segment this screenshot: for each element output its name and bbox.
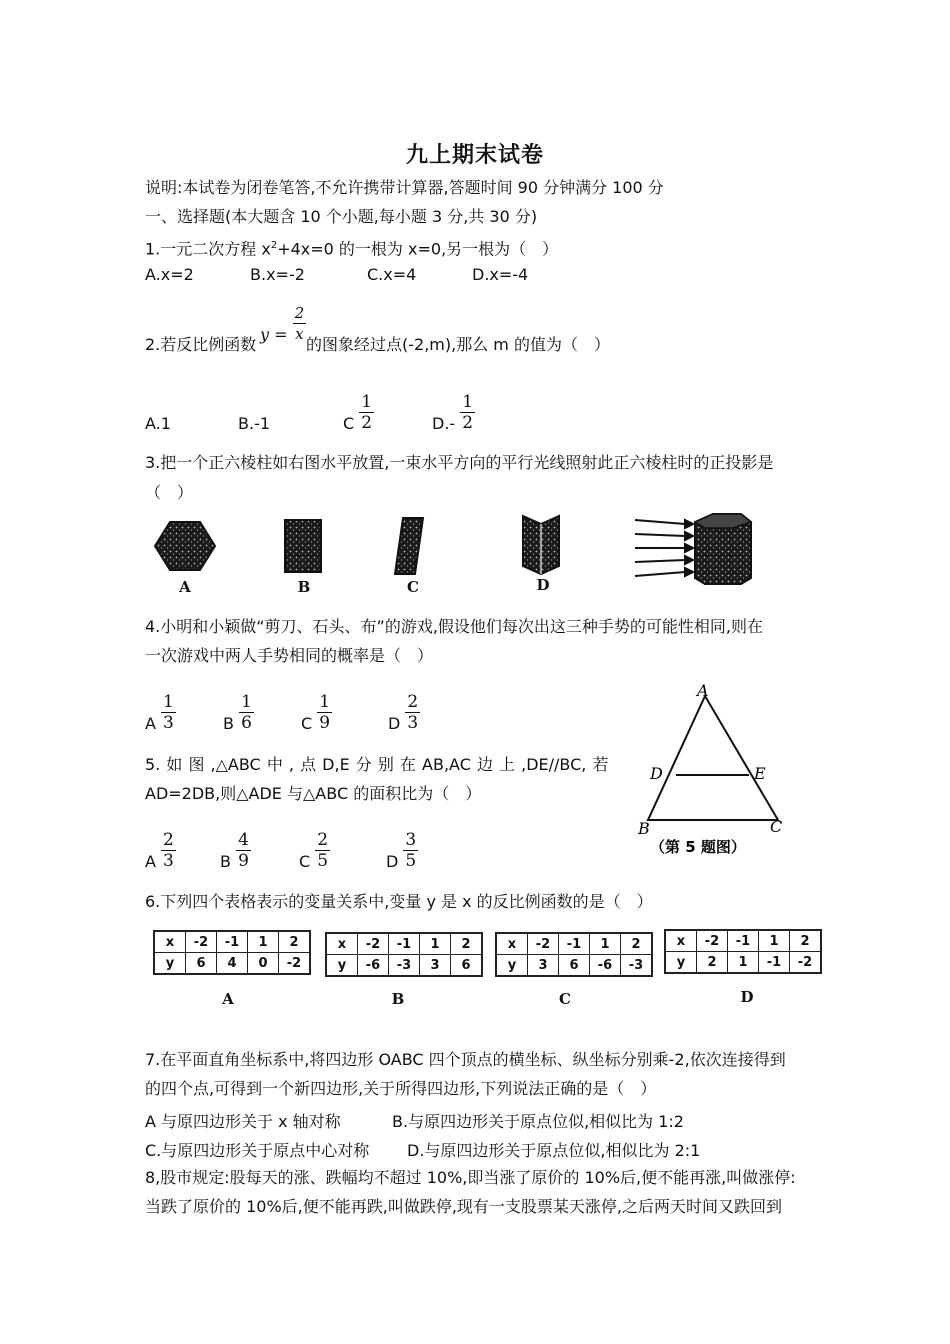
table-cell: y bbox=[154, 953, 186, 975]
q2-func-num: 2 bbox=[294, 304, 305, 322]
table-cell: 3 bbox=[420, 955, 451, 977]
q5-option-b[interactable] bbox=[220, 822, 251, 871]
q1-exponent: 2 bbox=[270, 240, 278, 251]
q7-option-c[interactable]: C.与原四边形关于原点中心对称 bbox=[145, 1141, 370, 1160]
table-cell: -3 bbox=[389, 955, 420, 977]
table-cell: 2 bbox=[451, 933, 483, 955]
q4-option-a[interactable] bbox=[145, 684, 176, 733]
vertex-e-label: E bbox=[754, 764, 766, 783]
q3-shape-b-rectangle bbox=[285, 520, 321, 572]
table-cell: -3 bbox=[621, 955, 653, 977]
q2-option-b[interactable]: B.-1 bbox=[238, 414, 271, 433]
q5-option-c[interactable] bbox=[299, 822, 330, 871]
frac-num: 1 bbox=[462, 392, 474, 412]
frac-num: 1 bbox=[163, 692, 174, 712]
q4-option-d-label: D bbox=[388, 714, 401, 733]
table-cell: 1 bbox=[590, 933, 621, 955]
q5-option-a-label: A bbox=[145, 852, 156, 871]
table-cell: y bbox=[665, 952, 697, 974]
q4-option-c-label: C bbox=[301, 714, 313, 733]
frac-num: 1 bbox=[241, 692, 252, 712]
q5-option-b-label: B bbox=[220, 852, 231, 871]
q3-caption-b: B bbox=[297, 578, 311, 596]
q2-option-c-label: C bbox=[343, 414, 355, 433]
table-cell: x bbox=[496, 933, 528, 955]
q6-label-b: B bbox=[391, 990, 405, 1008]
question-5-line2: AD=2DB,则△ADE 与△ABC 的面积比为（ ） bbox=[145, 784, 482, 803]
table-cell: x bbox=[665, 930, 697, 952]
vertex-a-label: A bbox=[697, 682, 709, 700]
q1-text-pre: 1.一元二次方程 x bbox=[145, 239, 271, 259]
q1-option-c[interactable]: C.x=4 bbox=[367, 265, 417, 284]
table-cell: -1 bbox=[559, 933, 590, 955]
figure-caption: （第 5 题图） bbox=[650, 838, 746, 856]
frac-den: 3 bbox=[407, 713, 419, 733]
question-4-line2: 一次游戏中两人手势相同的概率是（ ） bbox=[145, 646, 434, 665]
frac-num: 1 bbox=[319, 692, 331, 712]
exam-note: 说明:本试卷为闭卷笔答,不允许携带计算器,答题时间 90 分钟满分 100 分 bbox=[145, 178, 664, 197]
table-cell: -1 bbox=[759, 952, 790, 974]
frac-num: 1 bbox=[361, 392, 373, 412]
table-cell: 1 bbox=[420, 933, 451, 955]
q2-option-d-label: D.- bbox=[432, 414, 456, 433]
table-cell: 6 bbox=[186, 953, 217, 975]
table-cell: -2 bbox=[186, 931, 217, 953]
q3-hexagonal-prism bbox=[695, 514, 751, 584]
table-cell: -2 bbox=[358, 933, 389, 955]
question-7-line2: 的四个点,可得到一个新四边形,关于所得四边形,下列说法正确的是（ ） bbox=[145, 1079, 657, 1098]
table-cell: y bbox=[496, 955, 528, 977]
q2-func-den: x bbox=[295, 325, 304, 343]
q1-option-b[interactable]: B.x=-2 bbox=[250, 265, 305, 284]
question-1 bbox=[145, 236, 558, 259]
q2-option-d[interactable] bbox=[432, 381, 475, 433]
q7-option-d[interactable]: D.与原四边形关于原点位似,相似比为 2:1 bbox=[407, 1141, 701, 1160]
table-cell: 1 bbox=[728, 952, 759, 974]
q5-option-d-label: D bbox=[386, 852, 399, 871]
q5-option-d[interactable] bbox=[386, 822, 418, 871]
q3-paren: （ ） bbox=[145, 483, 194, 502]
table-cell: 1 bbox=[248, 931, 279, 953]
frac-den: 5 bbox=[317, 851, 329, 871]
q2-func-lhs: y = bbox=[260, 325, 288, 344]
question-7-line1: 7.在平面直角坐标系中,将四边形 OABC 四个顶点的横坐标、纵坐标分别乘-2,依次连接得到 bbox=[145, 1050, 786, 1069]
q3-caption-c: C bbox=[407, 578, 419, 596]
q1-text-post: +4x=0 的一根为 x=0,另一根为（ ） bbox=[277, 239, 559, 259]
q6-label-a: A bbox=[222, 990, 234, 1008]
table-cell: 3 bbox=[528, 955, 559, 977]
question-5-line1: 5. 如 图 ,△ABC 中 , 点 D,E 分 别 在 AB,AC 边 上 ,DE//BC, 若 bbox=[145, 755, 609, 774]
table-cell: x bbox=[326, 933, 358, 955]
q6-table-d bbox=[664, 929, 822, 974]
frac-den: 3 bbox=[163, 713, 174, 733]
question-8-line1: 8,股市规定:股每天的涨、跌幅均不超过 10%,即当涨了原价的 10%后,便不能再涨,叫做涨停: bbox=[145, 1168, 796, 1187]
q2-text-post: 的图象经过点(-2,m),那么 m 的值为（ ） bbox=[306, 335, 610, 354]
table-cell: 2 bbox=[621, 933, 653, 955]
q2-option-c[interactable] bbox=[343, 381, 374, 433]
table-cell: 4 bbox=[217, 953, 248, 975]
frac-den: 2 bbox=[361, 413, 373, 433]
q6-table-a bbox=[153, 930, 311, 975]
q4-option-d[interactable] bbox=[388, 684, 420, 733]
table-cell: 2 bbox=[790, 930, 822, 952]
table-cell: -1 bbox=[389, 933, 420, 955]
frac-den: 2 bbox=[462, 413, 474, 433]
table-cell: 1 bbox=[759, 930, 790, 952]
q5-option-c-label: C bbox=[299, 852, 311, 871]
frac-num: 3 bbox=[405, 830, 417, 850]
q3-caption-a: A bbox=[179, 578, 191, 596]
q6-table-b bbox=[325, 932, 483, 977]
question-4-line1: 4.小明和小颖做“剪刀、石头、布”的游戏,假设他们每次出这三种手势的可能性相同,则在 bbox=[145, 617, 764, 636]
q7-option-b[interactable]: B.与原四边形关于原点位似,相似比为 1:2 bbox=[392, 1112, 684, 1131]
table-cell: 6 bbox=[559, 955, 590, 977]
table-cell: 2 bbox=[279, 931, 311, 953]
q5-triangle-figure bbox=[630, 682, 800, 867]
section-heading: 一、选择题(本大题含 10 个小题,每小题 3 分,共 30 分) bbox=[145, 207, 538, 226]
q1-option-a[interactable]: A.x=2 bbox=[145, 265, 194, 284]
q6-table-c bbox=[495, 932, 653, 977]
page-title: 九上期末试卷 bbox=[405, 143, 544, 168]
q5-option-a[interactable] bbox=[145, 822, 176, 871]
table-cell: -6 bbox=[358, 955, 389, 977]
frac-num: 2 bbox=[407, 692, 419, 712]
q3-caption-d: D bbox=[536, 576, 550, 594]
frac-den: 9 bbox=[319, 713, 331, 733]
table-cell: -2 bbox=[697, 930, 728, 952]
frac-den: 9 bbox=[238, 851, 249, 871]
q3-shape-a-hexagon bbox=[155, 522, 215, 570]
table-cell: 6 bbox=[451, 955, 483, 977]
frac-den: 6 bbox=[241, 713, 252, 733]
vertex-d-label: D bbox=[650, 764, 663, 783]
vertex-b-label: B bbox=[638, 819, 650, 838]
question-3: 3.把一个正六棱柱如右图水平放置,一束水平方向的平行光线照射此正六棱柱时的正投影是 bbox=[145, 453, 774, 472]
table-cell: 0 bbox=[248, 953, 279, 975]
frac-den: 5 bbox=[405, 851, 417, 871]
q4-option-b[interactable] bbox=[223, 684, 254, 733]
table-cell: 2 bbox=[697, 952, 728, 974]
table-cell: -2 bbox=[279, 953, 311, 975]
q7-option-a[interactable]: A 与原四边形关于 x 轴对称 bbox=[145, 1112, 341, 1131]
q1-option-d[interactable]: D.x=-4 bbox=[472, 265, 529, 284]
q2-function bbox=[260, 303, 306, 344]
q2-text-pre: 2.若反比例函数 bbox=[145, 335, 257, 354]
question-6: 6.下列四个表格表示的变量关系中,变量 y 是 x 的反比例函数的是（ ） bbox=[145, 892, 653, 911]
frac-num: 2 bbox=[163, 830, 174, 850]
q6-label-d: D bbox=[740, 988, 754, 1006]
table-cell: -1 bbox=[217, 931, 248, 953]
question-2 bbox=[145, 335, 256, 355]
q6-label-c: C bbox=[559, 990, 571, 1008]
q2-option-a[interactable]: A.1 bbox=[145, 414, 171, 433]
frac-den: 3 bbox=[163, 851, 174, 871]
q4-option-c[interactable] bbox=[301, 684, 332, 733]
table-cell: -6 bbox=[590, 955, 621, 977]
q3-light-arrows bbox=[635, 520, 693, 576]
q4-option-b-label: B bbox=[223, 714, 234, 733]
table-cell: y bbox=[326, 955, 358, 977]
frac-num: 4 bbox=[238, 830, 249, 850]
table-cell: -2 bbox=[528, 933, 559, 955]
table-cell: -2 bbox=[790, 952, 822, 974]
frac-num: 2 bbox=[317, 830, 329, 850]
q3-shape-c-parallelogram bbox=[395, 518, 423, 574]
table-cell: x bbox=[154, 931, 186, 953]
table-cell: -1 bbox=[728, 930, 759, 952]
q4-option-a-label: A bbox=[145, 714, 156, 733]
question-8-line2: 当跌了原价的 10%后,便不能再跌,叫做跌停,现有一支股票某天涨停,之后两天时间又跌回到 bbox=[145, 1197, 782, 1216]
vertex-c-label: C bbox=[770, 817, 783, 836]
q3-figures bbox=[145, 508, 765, 598]
